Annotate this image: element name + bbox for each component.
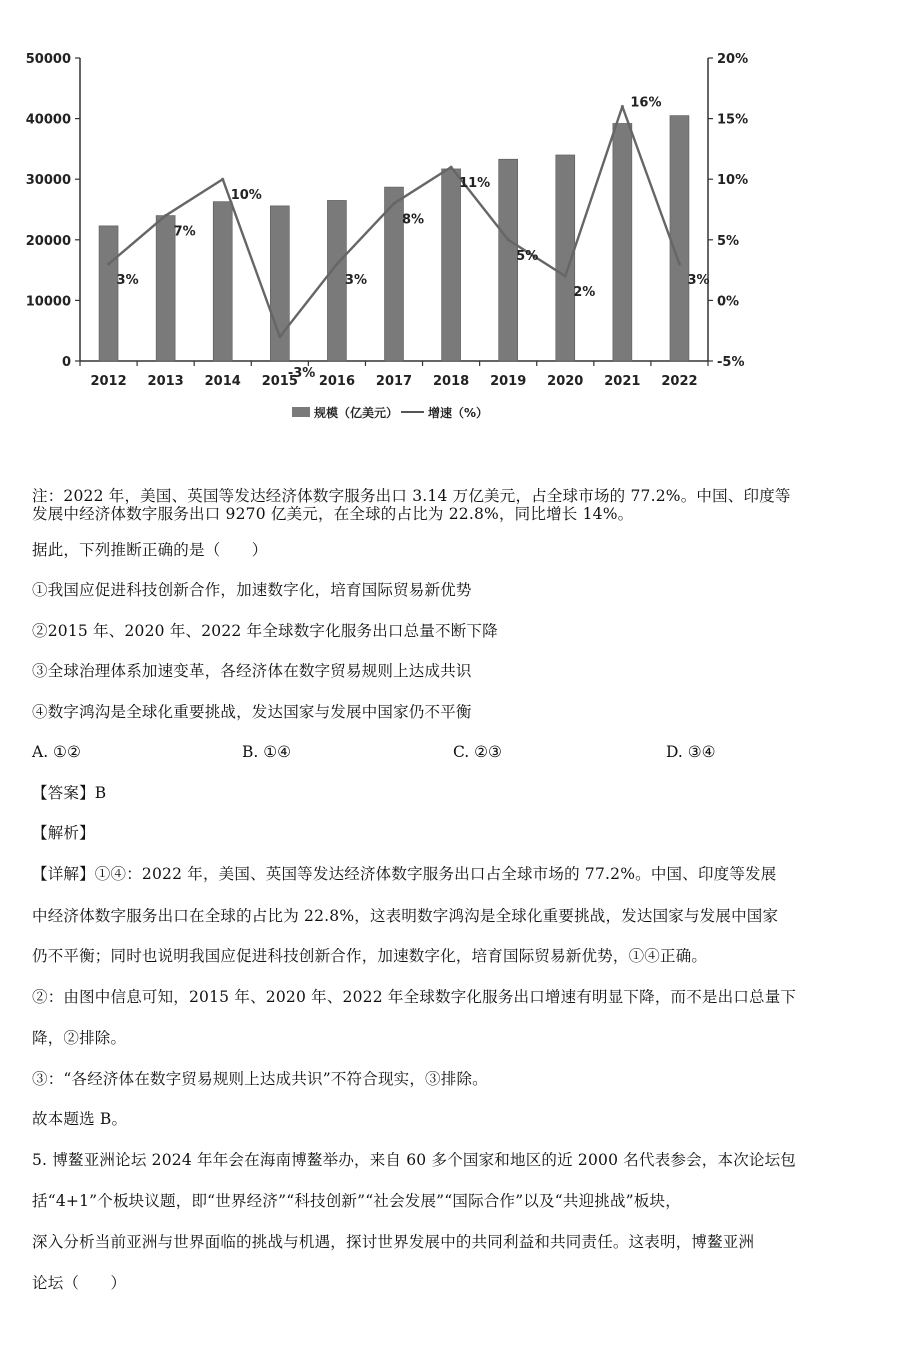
legend-bar-label: 规模（亿美元） bbox=[314, 406, 399, 420]
legend-bar-swatch bbox=[292, 407, 310, 417]
option-c: C. ②③ bbox=[453, 743, 502, 761]
detail-line-7: 故本题选 B。 bbox=[32, 1110, 128, 1128]
question-5-line-3: 深入分析当前亚洲与世界面临的挑战与机遇，探讨世界发展中的共同利益和共同责任。这表明，博鳌亚洲 bbox=[32, 1233, 755, 1251]
detail-line-1: 【详解】①④：2022 年，美国、英国等发达经济体数字服务出口占全球市场的 77.2%。中国、印度等发展 bbox=[32, 865, 777, 883]
x-tick-label: 2012 bbox=[90, 374, 127, 389]
right-tick-label: 20% bbox=[717, 52, 749, 67]
x-tick-label: 2019 bbox=[490, 374, 527, 389]
growth-label-2021: 16% bbox=[630, 95, 662, 111]
question-stem: 据此，下列推断正确的是（ ） bbox=[32, 541, 268, 559]
statement-4: ④数字鸿沟是全球化重要挑战，发达国家与发展中国家仍不平衡 bbox=[32, 703, 472, 721]
detail-line-3: 仍不平衡；同时也说明我国应促进科技创新合作，加速数字化，培育国际贸易新优势，①④正确。 bbox=[32, 947, 708, 965]
detail-line-2: 中经济体数字服务出口在全球的占比为 22.8%，这表明数字鸿沟是全球化重要挑战，发达国家与发展中国家 bbox=[32, 907, 779, 925]
growth-label-2022: 3% bbox=[687, 273, 710, 289]
bar-2013 bbox=[156, 216, 175, 361]
x-tick-label: 2020 bbox=[547, 374, 584, 389]
left-tick-label: 40000 bbox=[25, 112, 71, 128]
right-tick-label: -5% bbox=[717, 355, 745, 370]
statement-3: ③全球治理体系加速变革，各经济体在数字贸易规则上达成共识 bbox=[32, 662, 472, 680]
x-tick-label: 2018 bbox=[432, 374, 470, 389]
detail-line-5: 降，②排除。 bbox=[32, 1029, 127, 1047]
bar-line-chart bbox=[0, 0, 900, 430]
statement-1: ①我国应促进科技创新合作，加速数字化，培育国际贸易新优势 bbox=[32, 581, 472, 599]
x-tick-label: 2017 bbox=[375, 374, 413, 389]
x-tick-label: 2015 bbox=[261, 374, 298, 389]
bar-2012 bbox=[99, 226, 118, 361]
answer-line: 【答案】B bbox=[32, 784, 107, 802]
option-b: B. ①④ bbox=[242, 743, 292, 761]
bar-2018 bbox=[442, 169, 461, 361]
growth-point-2013 bbox=[164, 214, 167, 217]
growth-point-2016 bbox=[335, 263, 338, 266]
left-tick-label: 50000 bbox=[25, 52, 71, 67]
question-5-line-2: 括“4+1”个板块议题，即“世界经济”“科技创新”“社会发展”“国际合作”以及“共迎挑战”板块， bbox=[32, 1192, 681, 1210]
x-tick-label: 2014 bbox=[204, 374, 241, 389]
question-5-line-4: 论坛（ ） bbox=[32, 1274, 127, 1292]
bar-2022 bbox=[670, 116, 689, 361]
growth-label-2017: 8% bbox=[402, 212, 425, 228]
growth-point-2015 bbox=[278, 335, 281, 338]
x-tick-label: 2021 bbox=[604, 374, 641, 389]
growth-point-2020 bbox=[564, 275, 567, 278]
bar-2014 bbox=[213, 202, 232, 361]
growth-point-2019 bbox=[507, 238, 510, 241]
growth-label-2018: 11% bbox=[459, 176, 491, 192]
growth-label-2019: 5% bbox=[516, 248, 539, 264]
growth-point-2012 bbox=[107, 263, 110, 266]
left-tick-label: 0 bbox=[61, 355, 71, 370]
growth-label-2016: 3% bbox=[344, 273, 367, 289]
growth-point-2022 bbox=[678, 263, 681, 266]
growth-point-2014 bbox=[221, 178, 224, 181]
option-d: D. ③④ bbox=[666, 743, 716, 761]
bar-2019 bbox=[499, 159, 518, 361]
option-a: A. ①② bbox=[32, 743, 81, 761]
detail-line-4: ②：由图中信息可知，2015 年、2020 年、2022 年全球数字化服务出口增速有明显下降，而不是出口总量下 bbox=[32, 988, 797, 1006]
growth-label-2014: 10% bbox=[230, 188, 262, 204]
left-tick-label: 20000 bbox=[25, 233, 71, 249]
growth-point-2018 bbox=[450, 166, 453, 169]
x-tick-label: 2022 bbox=[661, 374, 698, 389]
growth-label-2013: 7% bbox=[173, 224, 196, 240]
statement-2: ②2015 年、2020 年、2022 年全球数字化服务出口总量不断下降 bbox=[32, 622, 498, 640]
growth-label-2015: -3% bbox=[287, 365, 316, 381]
bar-2021 bbox=[613, 123, 632, 361]
bar-2016 bbox=[327, 200, 346, 361]
chart-legend bbox=[292, 405, 488, 420]
detail-line-6: ③：“各经济体在数字贸易规则上达成共识”不符合现实，③排除。 bbox=[32, 1070, 488, 1088]
x-tick-label: 2013 bbox=[147, 374, 184, 389]
analysis-heading: 【解析】 bbox=[32, 824, 95, 842]
legend-line-label: 增速（%） bbox=[428, 406, 489, 420]
growth-label-2020: 2% bbox=[573, 285, 596, 301]
left-tick-label: 10000 bbox=[25, 294, 71, 310]
note-line-1: 注：2022 年，美国、英国等发达经济体数字服务出口 3.14 万亿美元，占全球市场的 77.2%。中国、印度等 bbox=[32, 487, 791, 505]
growth-point-2021 bbox=[621, 105, 624, 108]
growth-label-2012: 3% bbox=[116, 273, 139, 289]
note-line-2: 发展中经济体数字服务出口 9270 亿美元，在全球的占比为 22.8%，同比增长 14%。 bbox=[32, 505, 634, 523]
right-tick-label: 5% bbox=[717, 233, 740, 249]
right-tick-label: 15% bbox=[717, 112, 749, 128]
question-5-line-1: 5. 博鳌亚洲论坛 2024 年年会在海南博鳌举办，来自 60 多个国家和地区的近 2000 名代表参会，本次论坛包 bbox=[32, 1151, 796, 1169]
bar-2017 bbox=[385, 187, 404, 361]
x-tick-label: 2016 bbox=[318, 374, 356, 389]
right-tick-label: 10% bbox=[717, 173, 749, 189]
right-tick-label: 0% bbox=[717, 294, 740, 310]
growth-point-2017 bbox=[393, 202, 396, 205]
left-tick-label: 30000 bbox=[25, 173, 71, 189]
